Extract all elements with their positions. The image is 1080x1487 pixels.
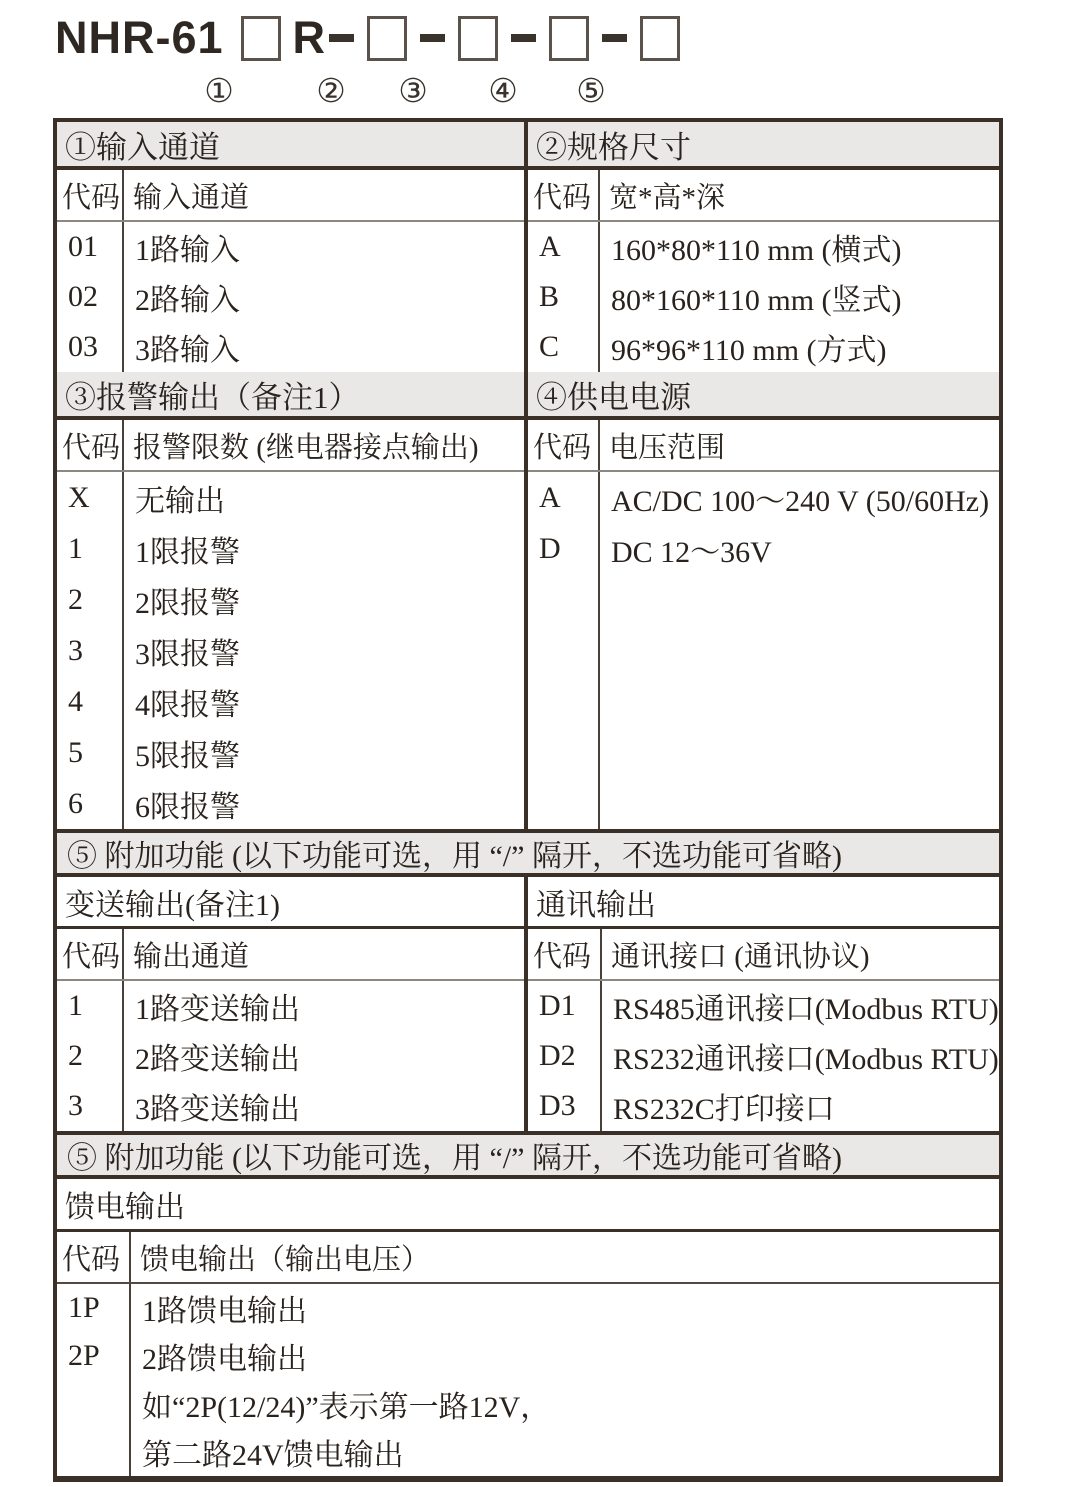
code-cell: 3	[68, 633, 83, 667]
desc-cell: 6限报警	[135, 790, 240, 824]
desc-cell: 2路馈电输出	[142, 1343, 307, 1376]
desc-cell: 如“2P(12/24)”表示第一路12V，	[142, 1391, 551, 1424]
desc-cell: 1路馈电输出	[142, 1295, 307, 1328]
section-title: ③报警输出（备注1）	[57, 372, 524, 420]
circled-number-1: ①	[204, 71, 234, 110]
code-cell: 6	[68, 786, 83, 820]
desc-column-header: 输入通道	[133, 181, 250, 214]
code-cell: C	[539, 330, 560, 363]
data-block	[57, 981, 524, 1131]
data-block	[57, 222, 524, 372]
code-column-header: 代码	[57, 1232, 131, 1282]
desc-cell: DC 12～36V	[611, 535, 772, 569]
code-cell: 1P	[68, 1291, 100, 1324]
data-block	[57, 1284, 999, 1476]
model-code-line	[55, 12, 680, 64]
code-cell	[57, 1428, 129, 1476]
circled-number-4: ④	[488, 71, 518, 110]
code-cell: D1	[539, 989, 576, 1022]
code-cell: D3	[539, 1089, 576, 1122]
dash-separator	[420, 34, 445, 42]
ordering-spec-table	[53, 118, 1003, 1482]
desc-cell: RS485通讯接口(Modbus RTU)	[613, 993, 999, 1026]
addon-functions-bar: ⑤ 附加功能 (以下功能可选，用 “/” 隔开，不选功能可省略)	[57, 1131, 999, 1179]
code-column-header: 代码	[57, 420, 124, 470]
desc-column-header: 电压范围	[609, 431, 726, 464]
section-title: 通讯输出	[528, 877, 999, 929]
desc-cell: 第二路24V馈电输出	[142, 1439, 404, 1472]
column-header-row	[57, 170, 524, 222]
code-column	[528, 222, 600, 372]
desc-cell: 3路输入	[135, 334, 240, 367]
desc-cell: 3限报警	[135, 637, 240, 671]
code-box-3	[458, 16, 498, 61]
section-title: 馈电输出	[57, 1179, 999, 1232]
column-header-row	[57, 929, 524, 981]
section-row-input-size	[57, 122, 999, 372]
circled-number-row	[0, 70, 1080, 112]
dash-separator	[329, 34, 354, 42]
section-title: ①输入通道	[57, 122, 524, 170]
data-block	[528, 981, 999, 1131]
code-column-header: 代码	[57, 170, 124, 220]
desc-cell: 5限报警	[135, 739, 240, 773]
desc-cell: 无输出	[135, 484, 225, 518]
section-row-alarm-power	[57, 372, 999, 829]
code-column	[528, 981, 602, 1131]
section-alarm-output	[57, 372, 528, 829]
section-feed-output	[57, 1179, 999, 1476]
code-column-header: 代码	[528, 170, 600, 220]
column-header-row	[528, 420, 999, 472]
code-column-header: 代码	[528, 420, 600, 470]
dash-separator	[602, 34, 627, 42]
code-cell: 4	[68, 684, 83, 718]
code-cell: 2	[68, 1039, 83, 1072]
column-header-row	[57, 1232, 999, 1284]
desc-column-header: 输出通道	[133, 940, 250, 973]
section-dimensions	[528, 122, 999, 372]
code-cell	[57, 1380, 129, 1428]
addon-functions-bar: ⑤ 附加功能 (以下功能可选，用 “/” 隔开，不选功能可省略)	[57, 829, 999, 877]
desc-column-header: 宽*高*深	[609, 181, 726, 214]
circled-number-3: ③	[398, 71, 428, 110]
desc-column	[124, 222, 524, 372]
desc-column	[131, 1284, 999, 1476]
code-cell: 1	[68, 989, 83, 1022]
code-cell: A	[539, 230, 561, 263]
code-cell: 5	[68, 735, 83, 769]
column-header-row	[57, 420, 524, 472]
code-column	[57, 472, 124, 829]
code-cell: X	[68, 480, 90, 514]
desc-column-header: 通讯接口 (通讯协议)	[611, 940, 870, 973]
code-cell: 2	[68, 582, 83, 616]
code-cell: 1	[68, 531, 83, 565]
desc-cell: 3路变送输出	[135, 1093, 300, 1126]
data-block	[57, 472, 524, 829]
section-row-transmit-comm	[57, 877, 999, 1131]
desc-cell: RS232通讯接口(Modbus RTU)	[613, 1043, 999, 1076]
code-cell: 02	[68, 280, 98, 313]
code-column	[528, 472, 600, 829]
code-box-5	[640, 16, 680, 61]
desc-column-header: 报警限数 (继电器接点输出)	[133, 431, 479, 464]
code-column-header: 代码	[528, 929, 602, 979]
desc-cell: 1限报警	[135, 535, 240, 569]
code-cell: 3	[68, 1089, 83, 1122]
section-comm-output	[528, 877, 999, 1131]
section-power-supply	[528, 372, 999, 829]
code-box-1	[241, 16, 281, 61]
desc-cell: 96*96*110 mm (方式)	[611, 334, 887, 367]
dash-separator	[511, 34, 536, 42]
desc-cell: AC/DC 100～240 V (50/60Hz)	[611, 484, 990, 518]
column-header-row	[528, 170, 999, 222]
code-column	[57, 222, 124, 372]
desc-cell: 2限报警	[135, 586, 240, 620]
circled-number-5: ⑤	[576, 71, 606, 110]
code-column-header: 代码	[57, 929, 124, 979]
section-title: ④供电电源	[528, 372, 999, 420]
desc-column	[600, 472, 999, 829]
desc-cell: 160*80*110 mm (横式)	[611, 234, 902, 267]
section-input-channels	[57, 122, 528, 372]
code-cell: 2P	[68, 1339, 100, 1372]
desc-column-header: 馈电输出（输出电压）	[140, 1243, 431, 1276]
desc-column	[124, 472, 524, 829]
code-cell: 01	[68, 230, 98, 263]
code-box-2	[367, 16, 407, 61]
desc-cell: 80*160*110 mm (竖式)	[611, 284, 902, 317]
desc-column	[124, 981, 524, 1131]
circled-number-2: ②	[316, 71, 346, 110]
column-header-row	[528, 929, 999, 981]
section-title: ②规格尺寸	[528, 122, 999, 170]
code-column	[57, 981, 124, 1131]
data-block	[528, 222, 999, 372]
code-cell: D2	[539, 1039, 576, 1072]
desc-cell: 1路输入	[135, 234, 240, 267]
desc-cell: RS232C打印接口	[613, 1093, 835, 1126]
desc-column	[600, 222, 999, 372]
section-transmit-output	[57, 877, 528, 1131]
section-title: 变送输出(备注1)	[57, 877, 524, 929]
model-r-label: R	[292, 12, 326, 63]
data-block	[528, 472, 999, 829]
code-column	[57, 1284, 131, 1476]
code-cell: A	[539, 480, 561, 514]
desc-column	[602, 981, 999, 1131]
code-cell: D	[539, 531, 561, 565]
desc-cell: 2路变送输出	[135, 1043, 300, 1076]
desc-cell: 2路输入	[135, 284, 240, 317]
desc-cell: 4限报警	[135, 688, 240, 722]
code-box-4	[549, 16, 589, 61]
desc-cell: 1路变送输出	[135, 993, 300, 1026]
code-cell: 03	[68, 330, 98, 363]
code-cell: B	[539, 280, 560, 313]
model-prefix: NHR-61	[55, 12, 224, 63]
